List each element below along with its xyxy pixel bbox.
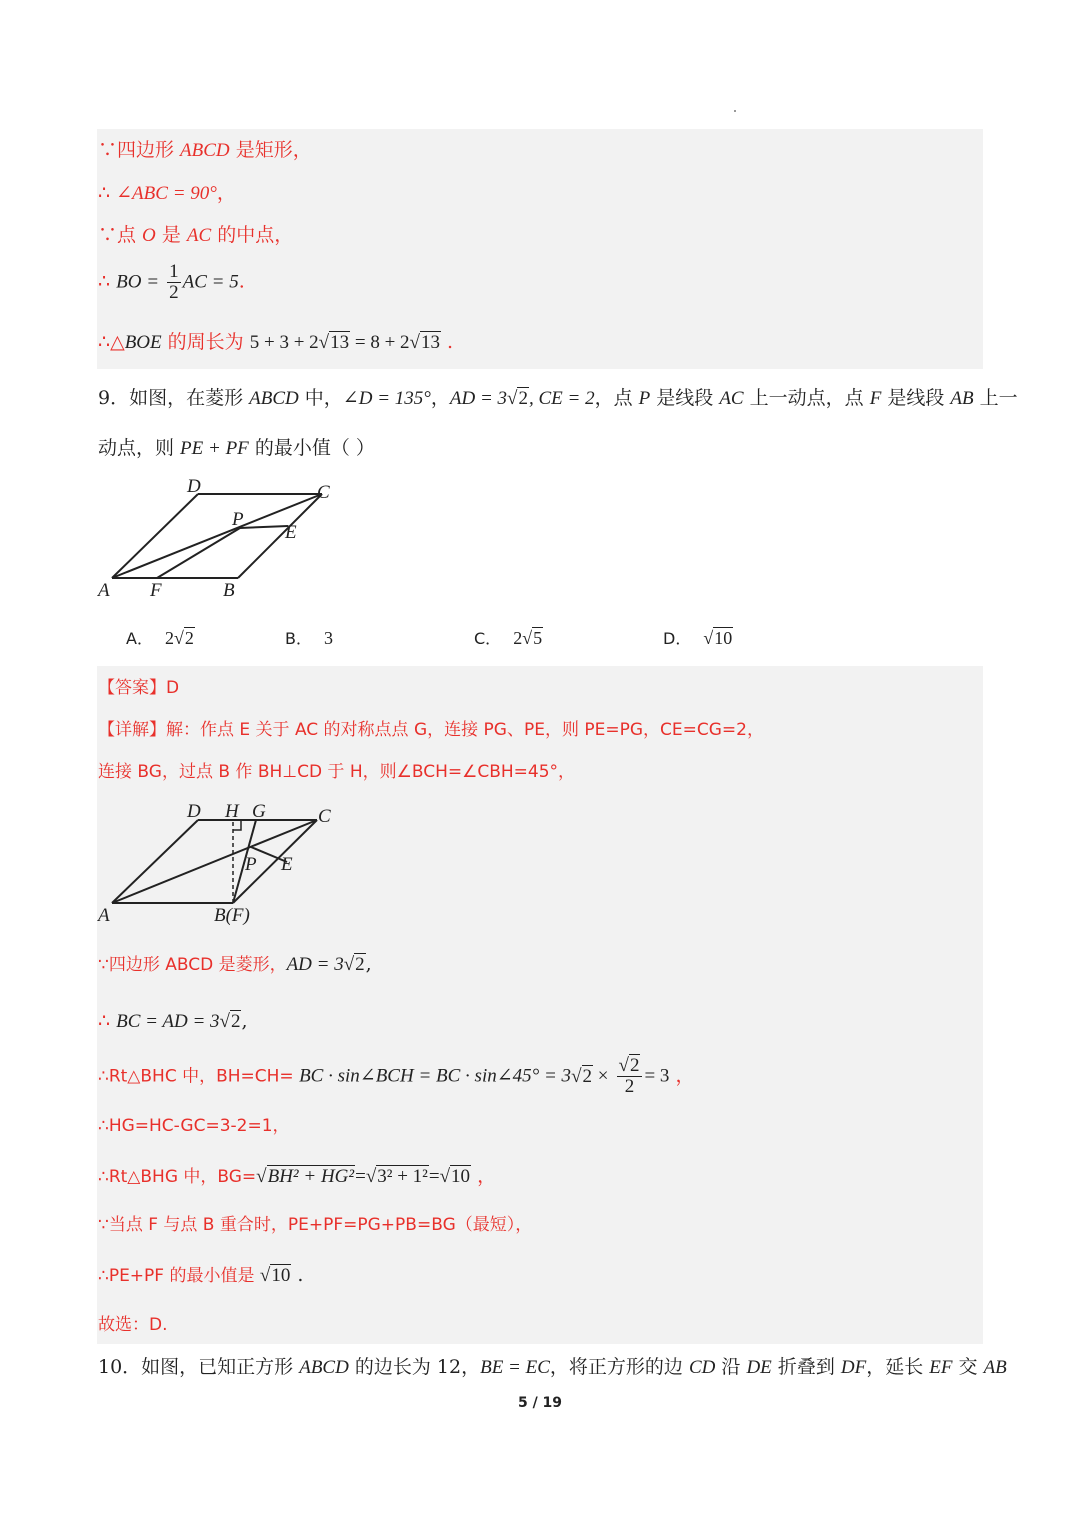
label-A: A — [98, 580, 110, 601]
step-2: ∴ BC = AD = 3√2, — [98, 1010, 248, 1032]
step-3: ∴Rt△BHC 中，BH=CH= BC · sin∠BCH = BC · sin∠45° = 3√2 × $\frac{√2}{2}$ = 3 ， — [98, 1055, 695, 1097]
edge-DA — [112, 820, 198, 903]
prev-line-2: ∴ ∠ABC = 90°， — [98, 182, 236, 204]
label-D: D — [187, 476, 201, 497]
step-8: 故选：D. — [98, 1315, 168, 1335]
option-c[interactable]: C． 2√5 — [474, 628, 543, 648]
label-P: P — [232, 509, 244, 530]
q9-stem-line-1: 9．如图，在菱形 ABCD 中，∠D = 135°，AD = 3√2, CE = 2，点 P 是线段 AC 上一动点，点 F 是线段 AB 上一 — [98, 387, 1018, 409]
label-E: E — [285, 522, 297, 543]
segment-PE — [240, 526, 288, 528]
step-1: ∵四边形 ABCD 是菱形，AD = 3√2, — [98, 953, 372, 975]
fraction-root2-over-2: $\frac{√2}{2}$ — [617, 1056, 643, 1097]
label-E: E — [281, 854, 293, 875]
scan-dot — [734, 110, 736, 112]
prev-line-4: ∴ BO = $\frac{1}{2}$ AC = 5. — [98, 261, 245, 303]
step-4: ∴HG=HC-GC=3-2=1， — [98, 1116, 290, 1136]
step-6: ∵当点 F 与点 B 重合时，PE+PF=PG+PB=BG（最短）， — [98, 1215, 533, 1235]
option-d[interactable]: D． √10 — [663, 628, 733, 648]
option-a[interactable]: A． 2√2 — [126, 628, 194, 648]
rhombus-figure-2 — [95, 798, 345, 930]
label-P: P — [245, 854, 257, 875]
edge-DA — [112, 494, 198, 578]
answer-line: 【答案】D — [98, 678, 180, 698]
prev-line-3: ∵点 O 是 AC 的中点， — [98, 224, 294, 246]
q10-stem: 10．如图，已知正方形 ABCD 的边长为 12，BE = EC，将正方形的边 CD 沿 DE 折叠到 DF，延长 EF 交 AB — [98, 1356, 1007, 1378]
label-G: G — [252, 801, 266, 822]
prev-line-1: ∵四边形 ABCD 是矩形， — [98, 139, 312, 161]
segment-PF — [157, 528, 240, 578]
label-H: H — [225, 801, 239, 822]
label-D: D — [187, 801, 201, 822]
label-C: C — [318, 806, 331, 827]
detail-line-1: 【详解】解：作点 E 关于 AC 的对称点点 G，连接 PG、PE，则 PE=PG，CE=CG=2， — [98, 720, 764, 740]
label-A: A — [98, 905, 110, 926]
fraction-half: $\frac{1}{2}$ — [169, 261, 179, 303]
detail-line-2: 连接 BG，过点 B 作 BH⊥CD 于 H，则∠BCH=∠CBH=45°， — [98, 762, 576, 782]
label-C: C — [317, 482, 330, 503]
label-B: B — [223, 580, 235, 601]
q9-stem-line-2: 动点，则 PE + PF 的最小值（ ） — [98, 437, 375, 459]
prev-line-5: ∴△BOE 的周长为 5 + 3 + 2√13 = 8 + 2√13 . — [98, 331, 454, 353]
label-F: F — [150, 580, 162, 601]
label-BF: B(F) — [214, 905, 250, 926]
step-5: ∴Rt△BHG 中，BG=√BH² + HG²=√3² + 1²=√10 ， — [98, 1165, 497, 1187]
page-number: 5 / 19 — [517, 1395, 563, 1411]
option-b[interactable]: B． 3 — [285, 628, 333, 648]
step-7: ∴PE+PF 的最小值是 √10 . — [98, 1264, 304, 1286]
rhombus-figure-1 — [95, 474, 345, 604]
edge-BC — [238, 494, 322, 578]
